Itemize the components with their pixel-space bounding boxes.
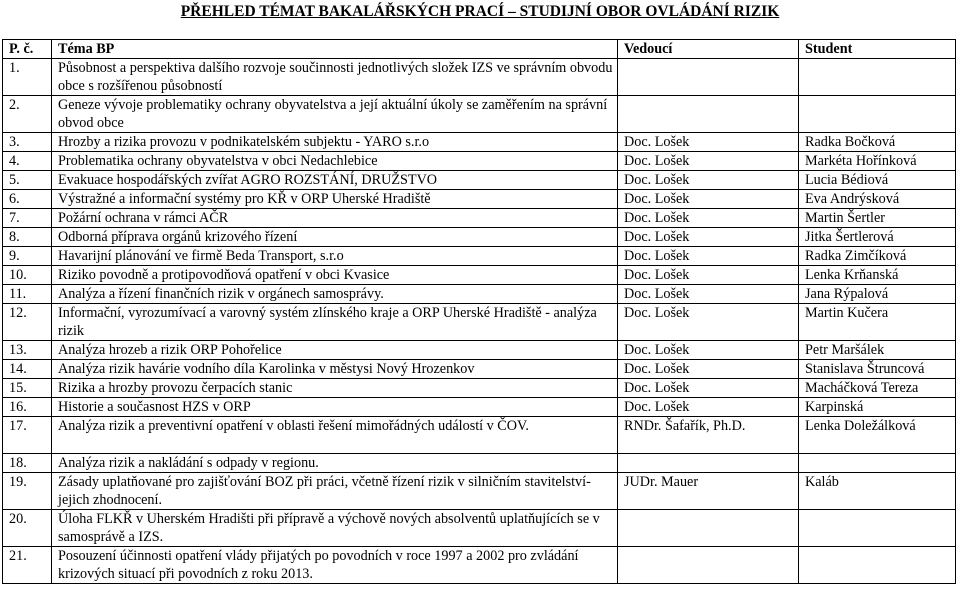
row-number: 6.	[3, 190, 52, 209]
table-row	[3, 133, 956, 152]
header-student: Student	[799, 40, 956, 59]
table-row	[3, 341, 956, 360]
header-number: P. č.	[3, 40, 52, 59]
row-supervisor	[618, 454, 799, 473]
table-row	[3, 510, 956, 547]
row-supervisor: Doc. Lošek	[618, 285, 799, 304]
row-topic: Analýza rizik havárie vodního díla Karolinka v městysi Nový Hrozenkov	[52, 360, 618, 379]
table-row	[3, 266, 956, 285]
row-number: 12.	[3, 304, 52, 341]
row-topic: Výstražné a informační systémy pro KŘ v ORP Uherské Hradiště	[52, 190, 618, 209]
row-topic: Odborná příprava orgánů krizového řízení	[52, 228, 618, 247]
row-topic: Riziko povodně a protipovodňová opatření v obci Kvasice	[52, 266, 618, 285]
row-student: Martin Šertler	[799, 209, 956, 228]
row-number: 1.	[3, 59, 52, 96]
row-number: 3.	[3, 133, 52, 152]
row-student: Petr Maršálek	[799, 341, 956, 360]
row-student: Jitka Šertlerová	[799, 228, 956, 247]
row-student	[799, 547, 956, 584]
table-row	[3, 417, 956, 454]
row-supervisor: RNDr. Šafařík, Ph.D.	[618, 417, 799, 454]
table-row	[3, 547, 956, 584]
row-student	[799, 96, 956, 133]
table-row	[3, 96, 956, 133]
row-supervisor: Doc. Lošek	[618, 190, 799, 209]
row-topic: Posouzení účinnosti opatření vlády přijatých po povodních v roce 1997 a 2002 pro zvládání krizových situací při povodních z roku 2013.	[52, 547, 618, 584]
row-topic: Problematika ochrany obyvatelstva v obci Nedachlebice	[52, 152, 618, 171]
row-student: Lenka Krňanská	[799, 266, 956, 285]
row-topic: Geneze vývoje problematiky ochrany obyvatelstva a její aktuální úkoly se zaměřením na správní obvod obce	[52, 96, 618, 133]
row-supervisor: Doc. Lošek	[618, 133, 799, 152]
row-number: 16.	[3, 398, 52, 417]
row-topic: Havarijní plánování ve firmě Beda Transport, s.r.o	[52, 247, 618, 266]
row-number: 9.	[3, 247, 52, 266]
row-supervisor: JUDr. Mauer	[618, 473, 799, 510]
row-topic: Působnost a perspektiva dalšího rozvoje součinnosti jednotlivých složek IZS ve správním obvodu obce s rozšířenou působností	[52, 59, 618, 96]
row-topic: Úloha FLKŘ v Uherském Hradišti při přípravě a výchově nových absolventů uplatňujících se v samosprávě a IZS.	[52, 510, 618, 547]
row-number: 8.	[3, 228, 52, 247]
row-topic: Analýza rizik a preventivní opatření v oblasti řešení mimořádných událostí v ČOV.	[52, 417, 618, 454]
row-supervisor: Doc. Lošek	[618, 228, 799, 247]
row-number: 20.	[3, 510, 52, 547]
row-number: 7.	[3, 209, 52, 228]
row-topic: Evakuace hospodářských zvířat AGRO ROZSTÁNÍ, DRUŽSTVO	[52, 171, 618, 190]
row-topic: Informační, vyrozumívací a varovný systém zlínského kraje a ORP Uherské Hradiště - analýza rizik	[52, 304, 618, 341]
row-number: 21.	[3, 547, 52, 584]
row-supervisor: Doc. Lošek	[618, 209, 799, 228]
row-student: Macháčková Tereza	[799, 379, 956, 398]
row-number: 11.	[3, 285, 52, 304]
row-topic: Zásady uplatňované pro zajišťování BOZ při práci, včetně řízení rizik v silničním stavitelství-jejich zhodnocení.	[52, 473, 618, 510]
row-number: 2.	[3, 96, 52, 133]
row-student: Kaláb	[799, 473, 956, 510]
row-student	[799, 59, 956, 96]
row-student: Eva Andrýsková	[799, 190, 956, 209]
row-supervisor: Doc. Lošek	[618, 152, 799, 171]
row-student: Markéta Hořínková	[799, 152, 956, 171]
table-row	[3, 379, 956, 398]
row-number: 14.	[3, 360, 52, 379]
row-number: 4.	[3, 152, 52, 171]
row-student: Lucia Bédiová	[799, 171, 956, 190]
table-row	[3, 152, 956, 171]
row-supervisor: Doc. Lošek	[618, 304, 799, 341]
table-row	[3, 171, 956, 190]
row-topic: Analýza rizik a nakládání s odpady v regionu.	[52, 454, 618, 473]
row-supervisor: Doc. Lošek	[618, 341, 799, 360]
row-student: Radka Bočková	[799, 133, 956, 152]
row-student: Karpinská	[799, 398, 956, 417]
row-supervisor	[618, 59, 799, 96]
table-row	[3, 209, 956, 228]
document-title: PŘEHLED TÉMAT BAKALÁŘSKÝCH PRACÍ – STUDIJNÍ OBOR OVLÁDÁNÍ RIZIK	[180, 3, 780, 20]
table-row	[3, 304, 956, 341]
row-student: Jana Rýpalová	[799, 285, 956, 304]
table-row	[3, 360, 956, 379]
row-number: 17.	[3, 417, 52, 454]
table-row	[3, 285, 956, 304]
row-topic: Hrozby a rizika provozu v podnikatelském subjektu - YARO s.r.o	[52, 133, 618, 152]
table-header-row	[3, 40, 956, 59]
table-row	[3, 228, 956, 247]
row-topic: Analýza a řízení finančních rizik v orgánech samosprávy.	[52, 285, 618, 304]
row-number: 19.	[3, 473, 52, 510]
table-row	[3, 59, 956, 96]
row-supervisor: Doc. Lošek	[618, 398, 799, 417]
row-number: 13.	[3, 341, 52, 360]
row-number: 18.	[3, 454, 52, 473]
row-topic: Rizika a hrozby provozu čerpacích stanic	[52, 379, 618, 398]
table-row	[3, 454, 956, 473]
row-supervisor	[618, 510, 799, 547]
row-topic: Analýza hrozeb a rizik ORP Pohořelice	[52, 341, 618, 360]
row-student	[799, 510, 956, 547]
row-supervisor	[618, 96, 799, 133]
row-number: 10.	[3, 266, 52, 285]
row-student: Radka Zimčíková	[799, 247, 956, 266]
row-supervisor: Doc. Lošek	[618, 379, 799, 398]
row-supervisor: Doc. Lošek	[618, 171, 799, 190]
header-topic: Téma BP	[52, 40, 618, 59]
row-topic: Požární ochrana v rámci AČR	[52, 209, 618, 228]
table-row	[3, 190, 956, 209]
row-number: 5.	[3, 171, 52, 190]
row-number: 15.	[3, 379, 52, 398]
row-student: Stanislava Štruncová	[799, 360, 956, 379]
header-supervisor: Vedoucí	[618, 40, 799, 59]
table-row	[3, 247, 956, 266]
row-supervisor: Doc. Lošek	[618, 360, 799, 379]
row-student	[799, 454, 956, 473]
row-student: Martin Kučera	[799, 304, 956, 341]
row-supervisor: Doc. Lošek	[618, 247, 799, 266]
table-row	[3, 398, 956, 417]
table-row	[3, 473, 956, 510]
row-supervisor: Doc. Lošek	[618, 266, 799, 285]
topics-table	[2, 39, 956, 584]
row-topic: Historie a současnost HZS v ORP	[52, 398, 618, 417]
row-student: Lenka Doležálková	[799, 417, 956, 454]
row-supervisor	[618, 547, 799, 584]
